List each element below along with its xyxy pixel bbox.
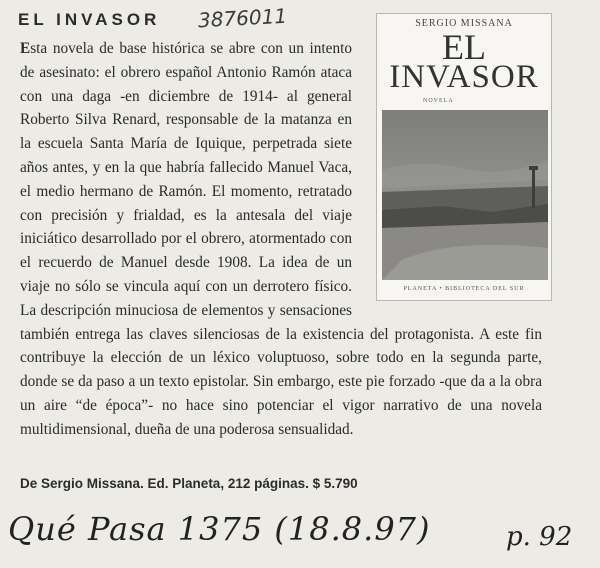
handwritten-page-number: p. 92 bbox=[506, 522, 573, 552]
dropcap: E bbox=[20, 40, 31, 57]
cover-publisher: PLANETA • BIBLIOTECA DEL SUR bbox=[403, 286, 525, 292]
article-heading: EL INVASOR bbox=[18, 10, 161, 29]
cover-title-line2: INVASOR bbox=[389, 59, 539, 95]
article-body-text: sta novela de base histórica se abre con un intento de asesinato: el obrero español Antonio Ramón ataca con una daga -en diciembre de 1914- al general Roberto Silva Renard, responsable de la matanza en la escuela Santa María de Iquique, perpetrada siete años antes, y en la que habría fallecido Manuel Vaca, el medio hermano de Ramón. El momento, retratado con precisión y frialdad, es la antesala del viaje iniciático desarrollado por el obrero, atormentado con el recuerdo de Manuel desde 1908. La idea de un viaje no sólo se vincula aquí con un derrotero físico. La descripción minuciosa de elementos y sensaciones también entrega las claves silenciosas de la existencia del protagonista. A este fin contribuye la elección de un léxico voluptuoso, sobre todo en la segunda parte, donde se da paso a un texto epistolar. Sin embargo, este pie forzado -que da a la obra un aire “de época”- no hace sino potenciar el vigor narrativo de una novela multidimensional, dueña de una poderosa sensualidad. bbox=[20, 40, 542, 438]
book-cover bbox=[376, 13, 552, 301]
cover-title-line1: EL bbox=[442, 27, 486, 67]
cover-genre: NOVELA bbox=[423, 98, 454, 104]
handwritten-source-note: Qué Pasa 1375 (18.8.97) bbox=[8, 510, 431, 548]
cover-author: SERGIO MISSANA bbox=[415, 18, 513, 29]
cover-landscape-image bbox=[382, 110, 548, 280]
handwritten-catalog-number: 3876011 bbox=[197, 3, 288, 33]
book-credit: De Sergio Missana. Ed. Planeta, 212 páginas. $ 5.790 bbox=[20, 476, 358, 491]
